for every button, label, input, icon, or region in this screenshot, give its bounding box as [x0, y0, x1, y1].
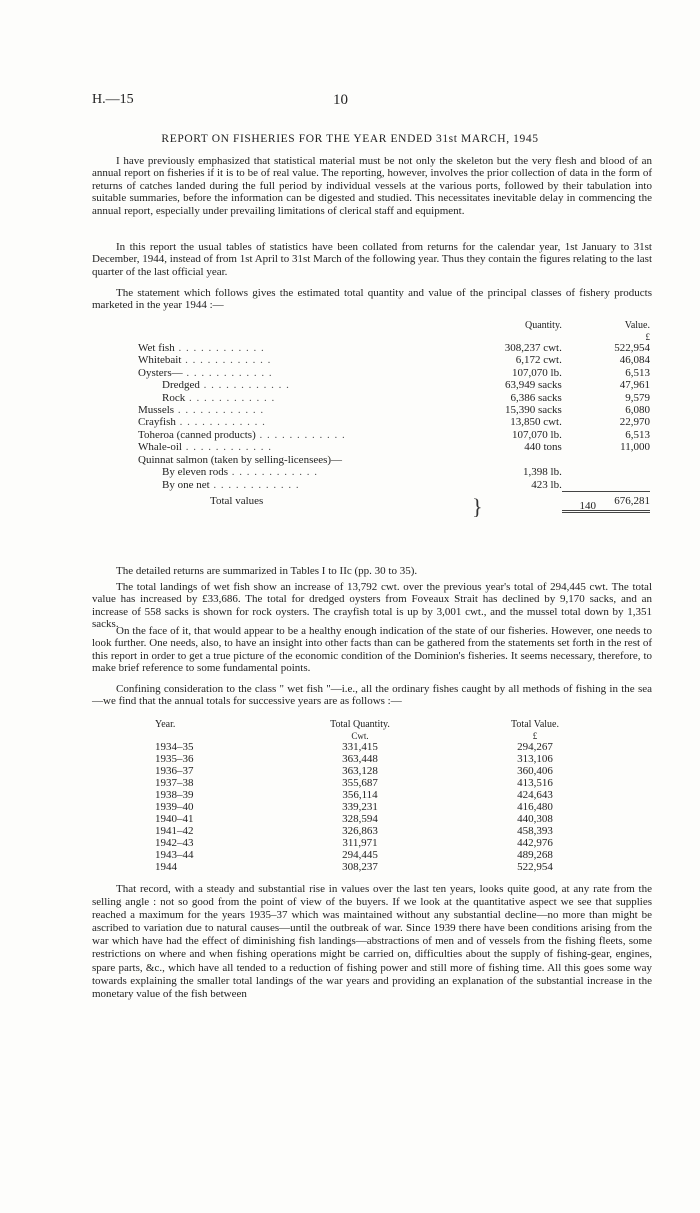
row-name: Rock	[162, 391, 186, 404]
table-row	[138, 367, 650, 379]
row-quantity: 308,237 cwt.	[504, 342, 562, 354]
leader-dots: . . . . . . . . . . . .	[174, 404, 265, 417]
table-row	[155, 789, 625, 801]
row-value: 46,084	[619, 354, 650, 367]
table-row	[155, 825, 625, 837]
row-name: Mussels	[138, 404, 175, 417]
cell-qty: 356,114	[342, 789, 378, 801]
cell-year: 1940–41	[155, 813, 194, 825]
cell-year: 1944	[155, 861, 177, 873]
fishery-products-rows	[138, 342, 650, 491]
cell-qty: 326,863	[342, 825, 378, 837]
row-quantity: 13,850 cwt.	[510, 416, 562, 429]
table-row	[155, 801, 625, 813]
row-name: By eleven rods	[162, 466, 228, 479]
page-number: 10	[333, 92, 348, 108]
header-year: Year.	[155, 719, 176, 730]
leader-dots: . . . . . . . . . . . .	[185, 391, 276, 404]
table-row	[138, 342, 650, 354]
row-quantity: 6,172 cwt.	[515, 354, 562, 367]
row-quantity: 107,070 lb.	[512, 428, 562, 441]
row-value: 6,513	[625, 366, 650, 379]
row-value	[562, 466, 650, 478]
table-row	[138, 466, 650, 478]
cell-year: 1937–38	[155, 777, 194, 789]
header-total-quantity: Total Quantity.	[330, 719, 390, 730]
row-value: 9,579	[625, 391, 650, 404]
row-value: 6,513	[625, 428, 650, 441]
cell-val: 489,268	[517, 849, 553, 861]
cell-year: 1941–42	[155, 825, 194, 837]
cell-val: 413,516	[517, 777, 553, 789]
report-title: REPORT ON FISHERIES FOR THE YEAR ENDED 31st MARCH, 1945	[161, 133, 539, 145]
paragraph-tables-reference: The detailed returns are summarized in Tables I to IIc (pp. 30 to 35).	[116, 565, 418, 577]
row-quantity: 440 tons	[524, 441, 562, 454]
table-row	[138, 404, 650, 416]
cell-val: 424,643	[517, 789, 553, 801]
cell-val: 313,106	[517, 753, 553, 765]
brace-mark: }	[472, 494, 483, 519]
paragraph-record-analysis: That record, with a steady and substantial rise in values over the last ten years, looks quite good, at any rate from the selling angle : not so good from the point of view of the buyers. If we look at the quantitative aspect we see that supplies reached a maximum for the years 1935–37 which was maintained without any substantial decline—no more than might be ascribed to variation due to natural causes—until the outbreak of war. Since 1939 there have been conditions arising from the war which have had the effect of diminishing fish landings—abstractions of men and of vessels from the fishing fleets, some restrictions on where and when fishing operations might be carried on, difficulties about the supply of fishing-gear, engines, spare parts, &c., which have all tended to a reduction of fishing power and still more of fishing time. All this goes some way towards explaining the smaller total landings of the war years and providing an explanation of the substantial increase in the monetary value of the fish between	[92, 883, 652, 1000]
document-reference: H.—15	[92, 92, 134, 107]
fishery-products-table	[138, 319, 650, 513]
row-quantity: 107,070 lb.	[512, 366, 562, 379]
table-row	[155, 861, 625, 873]
table-row	[138, 429, 650, 441]
leader-dots: . . . . . . . . . . . .	[255, 428, 346, 441]
row-name: Quinnat salmon (taken by selling-licensees)—	[138, 453, 343, 466]
row-value	[562, 478, 650, 491]
table-header-row	[155, 719, 625, 731]
row-value: 522,954	[614, 342, 650, 354]
cell-year: 1934–35	[155, 741, 194, 753]
cell-year: 1939–40	[155, 801, 194, 813]
wet-fish-annual-table	[155, 719, 625, 873]
cell-qty: 355,687	[342, 777, 378, 789]
header-quantity: Quantity.	[524, 319, 562, 331]
leader-dots: . . . . . . . . . . . .	[175, 416, 266, 429]
row-name: Crayfish	[138, 416, 176, 429]
paragraph-statistics-intro: I have previously emphasized that statistical material must be not only the skeleton but the very flesh and blood of an annual report on fisheries if it is to be of real value. The reporting, however, involves the prior collection of data in the form of returns of catches landed during the full period by individual vessels at the various ports, followed by their tabulation into suitable summaries, before the information can be digested and studied. This necessitates inevitable delay in commencing the annual report, especially under prevailing limitations of clerical staff and equipment.	[92, 155, 652, 217]
cell-qty: 294,445	[342, 849, 378, 861]
table-header-row	[138, 319, 650, 333]
cell-qty: 339,231	[342, 801, 378, 813]
table-row	[155, 741, 625, 753]
row-name: By one net	[162, 478, 210, 491]
table-row	[138, 379, 650, 391]
leader-dots: . . . . . . . . . . . .	[199, 379, 290, 392]
header-total-value: Total Value.	[511, 719, 559, 730]
paragraph-wet-fish: Confining consideration to the class " wet fish "—i.e., all the ordinary fishes caught by all methods of fishing in the sea—we find that the annual totals for successive years are as follows :—	[92, 683, 652, 708]
paragraph-statement-intro: The statement which follows gives the estimated total quantity and value of the principal classes of fishery products marketed in the year 1944 :—	[92, 287, 652, 312]
leader-dots: . . . . . . . . . . . .	[227, 466, 318, 479]
salmon-value: 140	[579, 500, 596, 512]
table-row	[155, 765, 625, 777]
cell-year: 1936–37	[155, 765, 194, 777]
value-unit: £	[532, 731, 538, 741]
cell-year: 1938–39	[155, 789, 194, 801]
table-row	[138, 392, 650, 404]
paragraph-calendar-year: In this report the usual tables of statistics have been collated from returns for the calendar year, 1st January to 31st December, 1944, instead of from 1st April to 31st March of the following year. Thus they contain the figures relating to the last quarter of the last official year.	[92, 241, 652, 278]
row-name: Toheroa (canned products)	[138, 428, 256, 441]
row-quantity: 15,390 sacks	[505, 404, 562, 417]
cell-qty: 311,971	[342, 837, 378, 849]
cell-val: 360,406	[517, 765, 553, 777]
table-row	[155, 777, 625, 789]
row-value: 6,080	[625, 404, 650, 417]
row-value: 11,000	[620, 441, 650, 454]
cell-val: 458,393	[517, 825, 553, 837]
cell-val: 522,954	[517, 861, 553, 873]
table-row	[138, 454, 650, 466]
cell-val: 416,480	[517, 801, 553, 813]
cell-year: 1935–36	[155, 753, 194, 765]
paragraph-face-of-it: On the face of it, that would appear to be a healthy enough indication of the state of our fisheries. However, one needs to look further. One needs, also, to have an insight into other facts than can be gathered from the statements set forth in the rest of this report in order to get a true picture of the economic condition of the Dominion's fisheries. It seems necessary, therefore, to make brief reference to some fundamental points.	[92, 625, 652, 675]
row-value: 22,970	[619, 416, 650, 429]
row-quantity: 63,949 sacks	[505, 379, 562, 392]
table-row	[138, 416, 650, 428]
wet-fish-annual-rows	[155, 741, 625, 873]
row-name: Oysters—	[138, 366, 183, 379]
leader-dots: . . . . . . . . . . . .	[174, 342, 265, 354]
leader-dots: . . . . . . . . . . . .	[209, 478, 300, 491]
row-name: Dredged	[162, 379, 200, 392]
total-value: 676,281	[562, 491, 650, 511]
total-label: Total values	[210, 495, 264, 508]
cell-val: 440,308	[517, 813, 553, 825]
cell-qty: 328,594	[342, 813, 378, 825]
table-row	[138, 441, 650, 453]
row-value	[562, 454, 650, 466]
quantity-unit: Cwt.	[351, 731, 369, 741]
cell-val: 442,976	[517, 837, 553, 849]
table-row	[155, 849, 625, 861]
paragraph-total-landings: The total landings of wet fish show an increase of 13,792 cwt. over the previous year's total of 294,445 cwt. The total value has increased by £33,686. The total for dredged oysters from Foveaux Strait has declined by 9,170 sacks, and an increase of 558 sacks is shown for rock oysters. The crayfish total is up by 3,001 cwt., and the mussel total down by 1,351 sacks.	[92, 581, 652, 631]
leader-dots: . . . . . . . . . . . .	[181, 441, 272, 454]
row-quantity: 1,398 lb.	[523, 466, 562, 479]
leader-dots: . . . . . . . . . . . .	[182, 366, 273, 379]
row-name: Whale-oil	[138, 441, 182, 454]
row-quantity: 6,386 sacks	[510, 391, 562, 404]
cell-qty: 363,128	[342, 765, 378, 777]
table-row	[138, 478, 650, 491]
cell-year: 1943–44	[155, 849, 194, 861]
table-row	[155, 753, 625, 765]
cell-qty: 308,237	[342, 861, 378, 873]
row-name: Wet fish	[138, 342, 175, 354]
table-row	[155, 813, 625, 825]
table-row	[155, 837, 625, 849]
row-value: 47,961	[619, 379, 650, 392]
cell-year: 1942–43	[155, 837, 194, 849]
cell-qty: 331,415	[342, 741, 378, 753]
table-row	[138, 354, 650, 366]
row-name: Whitebait	[138, 354, 182, 367]
value-unit: £	[645, 332, 650, 342]
row-quantity: 423 lb.	[531, 478, 562, 491]
leader-dots: . . . . . . . . . . . .	[181, 354, 272, 367]
row-quantity	[468, 454, 562, 466]
header-value: Value.	[624, 319, 650, 331]
cell-val: 294,267	[517, 741, 553, 753]
cell-qty: 363,448	[342, 753, 378, 765]
